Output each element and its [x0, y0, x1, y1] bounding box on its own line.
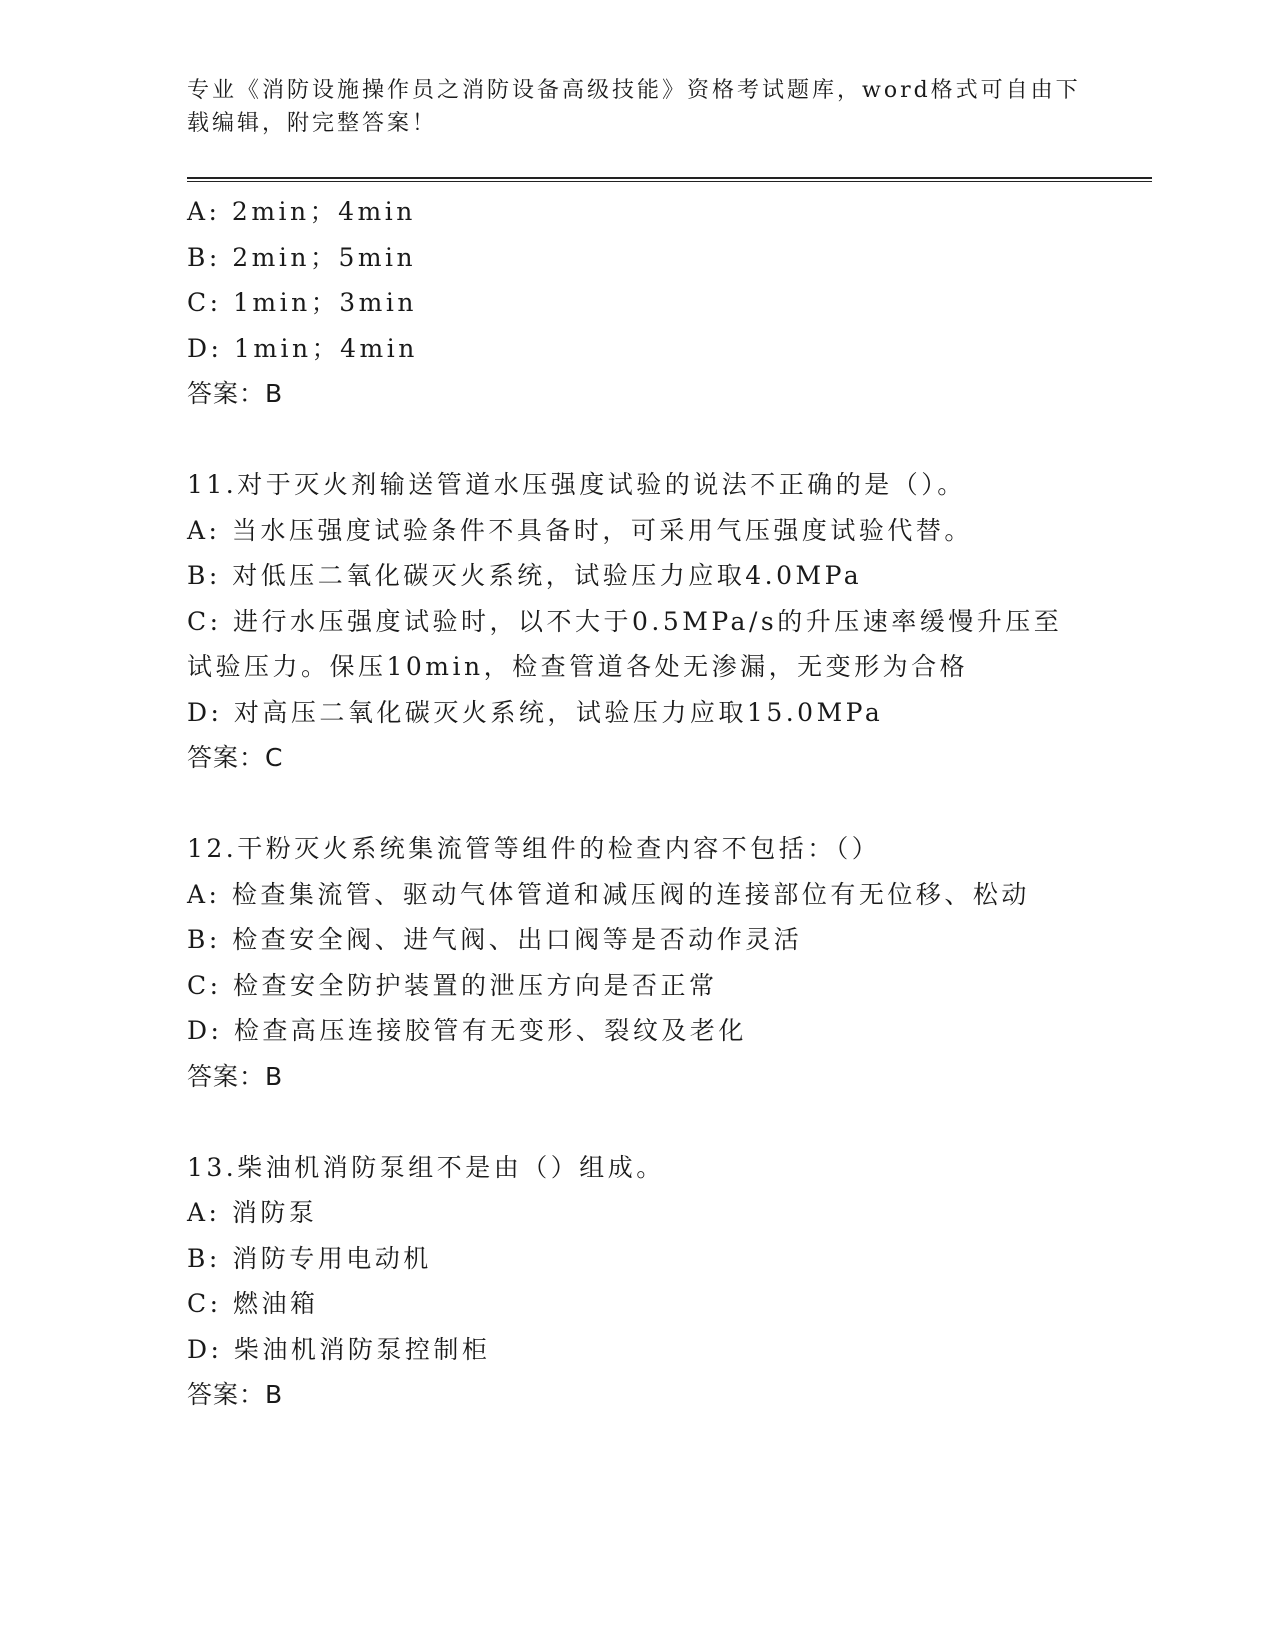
header-text-line2: 载编辑，附完整答案！ [187, 111, 438, 136]
question-11-block [187, 462, 1147, 781]
header-divider [187, 177, 1152, 182]
question-13-block [187, 1145, 1147, 1418]
option-d: D: 对高压二氧化碳灭火系统，试验压力应取15.0MPa [187, 697, 884, 727]
question-10-block [187, 189, 1147, 417]
question-text: 13.柴油机消防泵组不是由（）组成。 [187, 1152, 665, 1182]
option-d: D: 检查高压连接胶管有无变形、裂纹及老化 [187, 1016, 747, 1045]
answer-line: 答案：C [187, 743, 284, 772]
question-list [187, 189, 1147, 1418]
answer-line: 答案：B [187, 1380, 284, 1409]
question-text: 12.干粉灭火系统集流管等组件的检查内容不包括：（） [187, 834, 881, 863]
option-a: A: 当水压强度试验条件不具备时，可采用气压强度试验代替。 [187, 515, 973, 545]
option-c-continued: 试验压力。保压10min，检查管道各处无渗漏，无变形为合格 [187, 652, 969, 681]
spacer [187, 781, 1147, 827]
option-a: A: 检查集流管、驱动气体管道和减压阀的连接部位有无位移、松动 [187, 879, 1030, 909]
header-text-line1: 专业《消防设施操作员之消防设备高级技能》资格考试题库，word格式可自由下 [187, 78, 1081, 103]
option-d: D: 柴油机消防泵控制柜 [187, 1334, 491, 1364]
option-c: C: 检查安全防护装置的泄压方向是否正常 [187, 970, 718, 1000]
option-c: C: 进行水压强度试验时，以不大于0.5MPa/s的升压速率缓慢升压至 [187, 606, 1063, 636]
answer-line: 答案：B [187, 379, 284, 408]
option-c: C: 燃油箱 [187, 1289, 319, 1318]
option-d: D: 1min；4min [187, 333, 418, 363]
question-12-block [187, 826, 1147, 1099]
option-b: B: 检查安全阀、进气阀、出口阀等是否动作灵活 [187, 925, 803, 954]
spacer [187, 1099, 1147, 1145]
spacer [187, 417, 1147, 463]
option-b: B: 对低压二氧化碳灭火系统，试验压力应取4.0MPa [187, 561, 863, 590]
option-b: B: 2min；5min [187, 242, 417, 272]
option-c: C: 1min；3min [187, 288, 417, 317]
answer-line: 答案：B [187, 1061, 284, 1091]
option-a: A: 消防泵 [187, 1198, 318, 1227]
option-b: B: 消防专用电动机 [187, 1243, 432, 1273]
question-text: 11.对于灭火剂输送管道水压强度试验的说法不正确的是（）。 [187, 470, 966, 499]
document-header [187, 74, 1087, 140]
option-a: A: 2min；4min [187, 197, 416, 226]
